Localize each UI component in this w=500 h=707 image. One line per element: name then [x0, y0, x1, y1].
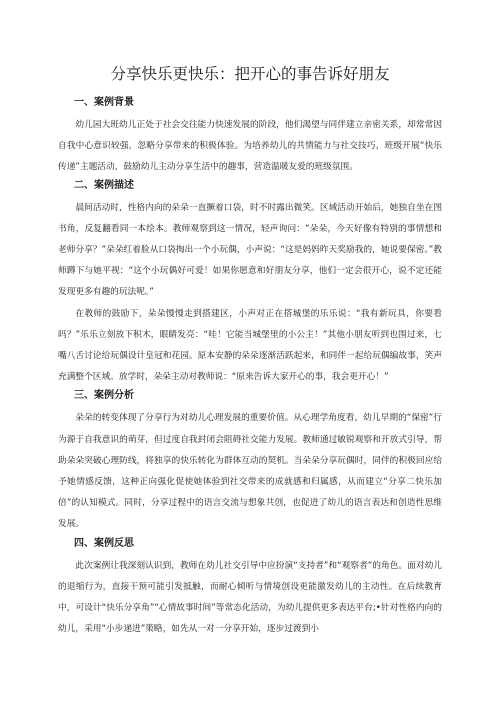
section-description	[58, 179, 442, 389]
paragraph: 幼儿园大班幼儿正处于社会交往能力快速发展的阶段，他们渴望与同伴建立亲密关系，却常常因自我中心意识较强，忽略分享带来的积极体验。为培养幼儿的共情能力与社交技巧，班级开展“快乐传递”主题活动，鼓励幼儿主动分享生活中的趣事，营造温暖友爱的班级氛围。	[58, 120, 442, 173]
document-body	[58, 96, 442, 640]
paragraph: 此次案例让我深刻认识到，教师在幼儿社交引导中应扮演“支持者”和“观察者”的角色。面对幼儿的退缩行为，直接干预可能引发抵触，而耐心倾听与情境创设更能激发幼儿的主动性。在后续教育中，可设计“快乐分享角”“心情故事时间”等常态化活动，为幼儿提供更多表达平台;•针对性格内向的幼儿，采用“小步递进”策略，如先从一对一分享开始，逐步过渡到小	[58, 560, 442, 635]
section-heading: 二、案例描述	[74, 179, 134, 191]
paragraph: 晨间活动时，性格内向的朵朵一直撅着口袋，时不时露出微笑。区域活动开始后，她独自坐在图书角，反复翻看同一本绘本。教师观察到这一情况，轻声询问：“朵朵，今天好像有特别的事情想和老师分享？”朵朵红着脸从口袋掏出一个小玩偶，小声说：“这是妈妈昨天奖励我的，她说要保密。”教师蹲下与她平视：“这个小玩偶好可爱！如果你愿意和好朋友分享，他们一定会很开心，说不定还能发现更多有趣的玩法呢。”	[58, 202, 442, 298]
document-title: 分享快乐更快乐：把开心的事告诉好朋友	[110, 65, 390, 83]
section-background	[58, 96, 442, 179]
paragraph: 在教师的鼓励下，朵朵慢慢走到搭建区，小声对正在搭城堡的乐乐说：“我有新玩具，你要看吗？”乐乐立刻放下积木，眼睛发亮：“哇！它能当城堡里的小公主！”其他小朋友听到也围过来，七嘴八舌讨论给玩偶设计皇冠和花园。原本安静的朵朵逐渐活跃起来，和同伴一起给玩偶编故事，笑声充满整个区域。放学时，朵朵主动对教师说：“原来告诉大家开心的事，我会更开心！”	[58, 308, 442, 383]
section-analysis	[58, 389, 442, 535]
section-reflection	[58, 537, 442, 641]
section-heading: 四、案例反思	[74, 537, 134, 549]
paragraph: 朵朵的转变体现了分享行为对幼儿心理发展的重要价值。从心理学角度看，幼儿早期的“保密”行为源于自我意识的萌芽，但过度自我封闭会阻碍社交能力发展。教师通过敏锐观察和开放式引导，帮助朵朵突破心理防线，将独享的快乐转化为群体互动的契机。当朵朵分享玩偶时，同伴的积极回应给予她情感反馈，这种正向强化促使她体验到社交带来的成就感和归属感，从而建立“分享二快乐加倍”的认知模式。同时，分享过程中的语言交流与想象共创，也促进了幼儿的语言表达和创造性思维发展。	[58, 413, 442, 530]
section-heading: 三、案例分析	[74, 390, 134, 402]
section-heading: 一、案例背景	[74, 97, 134, 108]
